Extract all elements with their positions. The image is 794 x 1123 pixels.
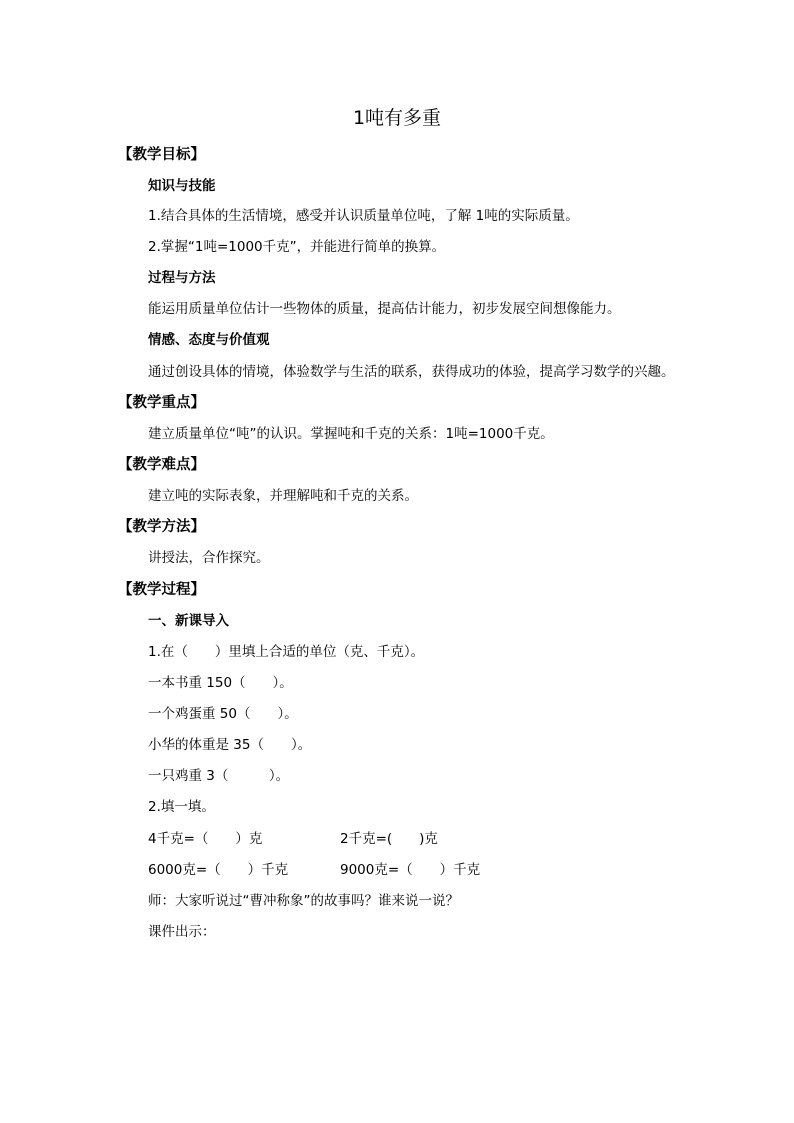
paragraph-process-1: 能运用质量单位估计一些物体的质量，提高估计能力，初步发展空间想像能力。 [148,301,621,317]
section-heading-process: 【教学过程】 [118,582,205,598]
subheading-emotion-values: 情感、态度与价值观 [148,332,270,348]
exercise-1-prompt: 1.在（ ）里填上合适的单位（克、千克）。 [148,644,425,660]
paragraph-emotion-1: 通过创设具体的情境，体验数学与生活的联系，获得成功的体验，提高学习数学的兴趣。 [148,364,675,380]
paragraph-key-1: 建立质量单位“吨”的认识。掌握吨和千克的关系：1吨=1000千克。 [148,426,554,442]
paragraph-knowledge-1: 1.结合具体的生活情境，感受并认识质量单位吨，了解 1吨的实际质量。 [148,208,579,224]
exercise-2-item-b: 2千克=( )克 [340,831,438,847]
exercise-1-item-c: 小华的体重是 35（ ）。 [148,737,312,753]
subheading-new-lesson-intro: 一、新课导入 [148,613,229,629]
exercise-1-item-b: 一个鸡蛋重 50（ ）。 [148,706,298,722]
subheading-process-method: 过程与方法 [148,270,216,286]
exercise-2-item-d: 9000克=（ ）千克 [340,862,481,878]
exercise-2-prompt: 2.填一填。 [148,799,215,815]
exercise-1-item-a: 一本书重 150（ ）。 [148,675,293,691]
section-heading-methods: 【教学方法】 [118,519,205,535]
exercise-2-item-a: 4千克=（ ）克 [148,831,263,847]
section-heading-objectives: 【教学目标】 [118,147,205,163]
paragraph-method-1: 讲授法，合作探究。 [148,550,270,566]
subheading-knowledge-skills: 知识与技能 [148,178,216,194]
exercise-1-item-d: 一只鸡重 3（ ）。 [148,768,290,784]
courseware-label: 课件出示： [148,924,216,940]
teacher-prompt: 师：大家听说过“曹冲称象”的故事吗？谁来说一说？ [148,893,459,909]
page-title: 1吨有多重 [352,107,442,129]
paragraph-knowledge-2: 2.掌握“1吨=1000千克”，并能进行简单的换算。 [148,239,446,255]
section-heading-key-points: 【教学重点】 [118,395,205,411]
paragraph-difficult-1: 建立吨的实际表象，并理解吨和千克的关系。 [148,488,418,504]
section-heading-difficulties: 【教学难点】 [118,457,205,473]
exercise-2-item-c: 6000克=（ ）千克 [148,862,289,878]
